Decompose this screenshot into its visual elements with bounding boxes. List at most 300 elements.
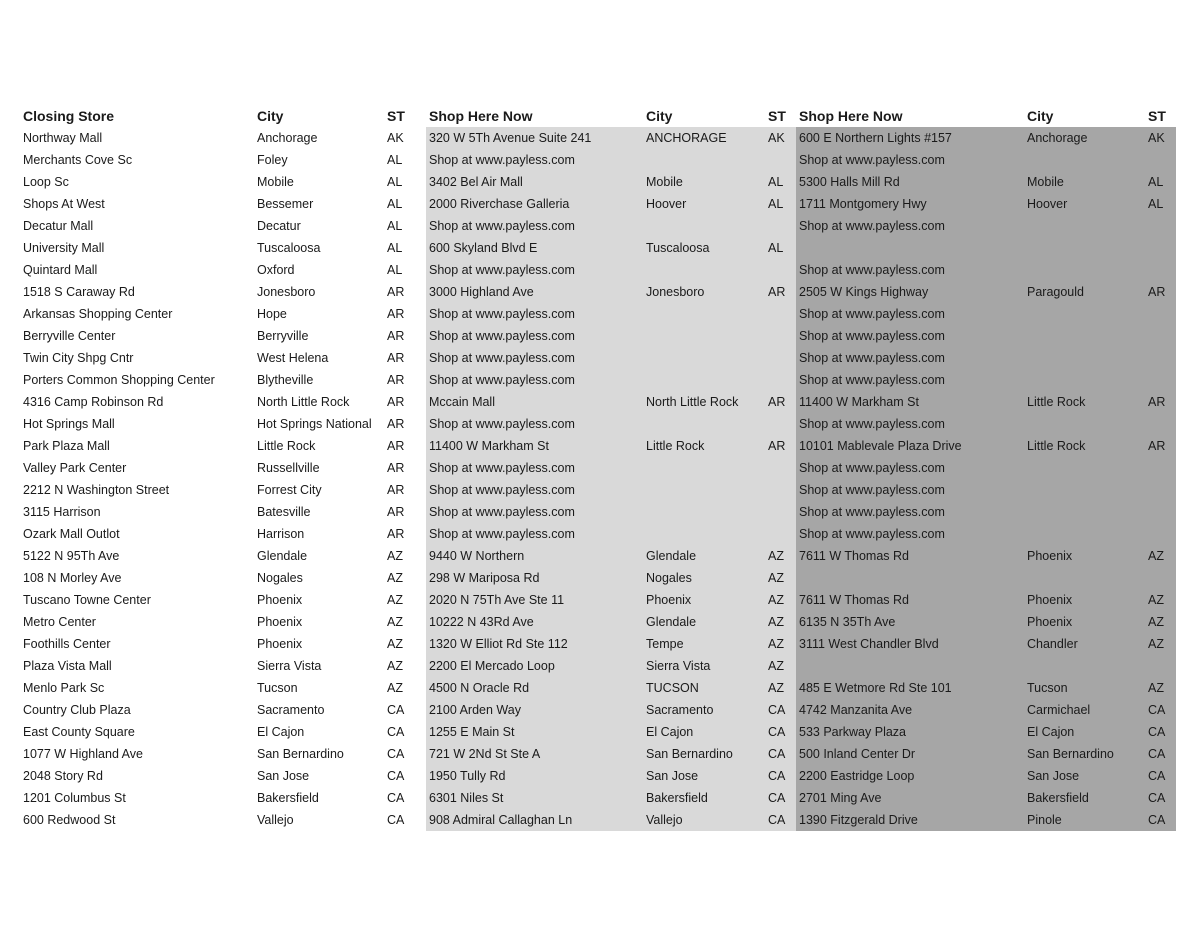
alt2-address-cell: Shop at www.payless.com [796, 413, 1024, 435]
alt1-city-cell [643, 369, 765, 391]
alt2-state-cell: CA [1145, 787, 1176, 809]
alt2-state-cell: CA [1145, 743, 1176, 765]
alt2-address-cell: 6135 N 35Th Ave [796, 611, 1024, 633]
alt2-address-cell [796, 237, 1024, 259]
table-row [20, 611, 1176, 633]
alt2-state-cell [1145, 149, 1176, 171]
alt1-address-cell: 4500 N Oracle Rd [426, 677, 643, 699]
closing-state-cell: CA [387, 725, 405, 739]
closing-store-cell: Twin City Shpg Cntr [23, 351, 134, 365]
alt2-address-cell: Shop at www.payless.com [796, 215, 1024, 237]
alt2-city-cell [1024, 237, 1145, 259]
alt2-address-cell: 1390 Fitzgerald Drive [796, 809, 1024, 831]
alt2-state-cell: AL [1145, 193, 1176, 215]
table-row [20, 171, 1176, 193]
closing-store-cell: Hot Springs Mall [23, 417, 115, 431]
alt2-address-cell: 1711 Montgomery Hwy [796, 193, 1024, 215]
alt1-state-cell [765, 215, 796, 237]
alt2-city-cell: Anchorage [1024, 127, 1145, 149]
closing-store-cell: Northway Mall [23, 131, 103, 145]
closing-store-cell: 2212 N Washington Street [23, 483, 170, 497]
alt2-state-cell: CA [1145, 765, 1176, 787]
closing-store-cell: Quintard Mall [23, 263, 98, 277]
closing-state-cell: AZ [387, 615, 403, 629]
alt1-city-cell: Glendale [643, 545, 765, 567]
alt1-city-cell [643, 501, 765, 523]
alt2-address-cell: 2505 W Kings Highway [796, 281, 1024, 303]
closing-state-cell: AL [387, 263, 403, 277]
alt2-city-cell: Tucson [1024, 677, 1145, 699]
closing-state-cell: CA [387, 813, 405, 827]
alt1-state-cell [765, 149, 796, 171]
closing-state-cell: CA [387, 769, 405, 783]
closing-state-cell: AR [387, 461, 405, 475]
alt1-city-cell: Jonesboro [643, 281, 765, 303]
alt2-state-cell [1145, 303, 1176, 325]
alt2-address-cell: 500 Inland Center Dr [796, 743, 1024, 765]
alt1-state-cell: AZ [765, 611, 796, 633]
closing-store-cell: Merchants Cove Sc [23, 153, 133, 167]
closing-state-cell: AL [387, 175, 403, 189]
alt2-state-cell [1145, 567, 1176, 589]
alt1-city-cell [643, 413, 765, 435]
closing-store-cell: Ozark Mall Outlot [23, 527, 120, 541]
closing-state-cell: CA [387, 747, 405, 761]
closing-city-cell: Phoenix [257, 615, 303, 629]
closing-state-cell: AL [387, 153, 403, 167]
alt1-state-cell [765, 501, 796, 523]
alt2-state-cell [1145, 479, 1176, 501]
alt1-city-cell [643, 457, 765, 479]
alt1-state-cell: AZ [765, 589, 796, 611]
table-row [20, 435, 1176, 457]
alt2-address-cell: 3111 West Chandler Blvd [796, 633, 1024, 655]
alt1-address-cell: Mccain Mall [426, 391, 643, 413]
table-row [20, 479, 1176, 501]
alt2-city-cell: San Jose [1024, 765, 1145, 787]
alt1-city-cell: Sacramento [643, 699, 765, 721]
alt2-state-cell [1145, 325, 1176, 347]
alt1-address-cell: Shop at www.payless.com [426, 501, 643, 523]
alt1-address-cell: 11400 W Markham St [426, 435, 643, 457]
closing-store-cell: 2048 Story Rd [23, 769, 103, 783]
alt2-state-cell: AZ [1145, 589, 1176, 611]
alt2-state-cell [1145, 259, 1176, 281]
alt1-state-cell: AR [765, 435, 796, 457]
alt2-state-cell: AR [1145, 391, 1176, 413]
alt2-state-cell [1145, 237, 1176, 259]
alt2-city-cell: Little Rock [1024, 435, 1145, 457]
alt2-state-cell: CA [1145, 809, 1176, 831]
alt1-state-cell: AL [765, 171, 796, 193]
table-row [20, 369, 1176, 391]
closing-city-cell: North Little Rock [257, 395, 350, 409]
alt2-city-cell: Carmichael [1024, 699, 1145, 721]
alt1-address-cell: 2000 Riverchase Galleria [426, 193, 643, 215]
table-row [20, 413, 1176, 435]
alt1-address-cell: Shop at www.payless.com [426, 259, 643, 281]
alt2-city-cell [1024, 479, 1145, 501]
alt1-city-cell: TUCSON [643, 677, 765, 699]
alt1-city-cell: Phoenix [643, 589, 765, 611]
alt1-state-cell: CA [765, 699, 796, 721]
alt2-address-cell: 2701 Ming Ave [796, 787, 1024, 809]
alt2-city-cell: Hoover [1024, 193, 1145, 215]
alt2-city-cell: Phoenix [1024, 589, 1145, 611]
alt2-state-cell: AZ [1145, 677, 1176, 699]
header-city: City [257, 107, 284, 124]
closing-state-cell: AZ [387, 571, 403, 585]
closing-city-cell: Mobile [257, 175, 294, 189]
alt1-address-cell: 1255 E Main St [426, 721, 643, 743]
alt1-address-cell: Shop at www.payless.com [426, 413, 643, 435]
alt2-city-cell [1024, 149, 1145, 171]
closing-store-cell: Shops At West [23, 197, 105, 211]
alt2-city-cell: Mobile [1024, 171, 1145, 193]
alt1-city-cell: Sierra Vista [643, 655, 765, 677]
table-row [20, 281, 1176, 303]
closing-state-cell: AR [387, 373, 405, 387]
alt1-state-cell [765, 479, 796, 501]
alt2-city-cell: Bakersfield [1024, 787, 1145, 809]
alt1-state-cell: AZ [765, 567, 796, 589]
closing-city-cell: Tucson [257, 681, 298, 695]
closing-state-cell: AK [387, 131, 404, 145]
table-row [20, 391, 1176, 413]
alt2-address-cell: 5300 Halls Mill Rd [796, 171, 1024, 193]
alt2-address-cell: Shop at www.payless.com [796, 369, 1024, 391]
table-row [20, 215, 1176, 237]
alt2-address-cell [796, 567, 1024, 589]
alt2-state-cell: AZ [1145, 633, 1176, 655]
table-row [20, 633, 1176, 655]
alt1-city-cell: El Cajon [643, 721, 765, 743]
closing-city-cell: Vallejo [257, 813, 294, 827]
closing-state-cell: AR [387, 483, 405, 497]
closing-store-cell: Valley Park Center [23, 461, 127, 475]
closing-state-cell: AR [387, 285, 405, 299]
table-row [20, 809, 1176, 831]
alt1-state-cell: AR [765, 391, 796, 413]
alt1-city-cell: Hoover [643, 193, 765, 215]
header-closing-store: Closing Store [23, 107, 115, 124]
alt2-address-cell: Shop at www.payless.com [796, 501, 1024, 523]
alt2-state-cell [1145, 215, 1176, 237]
alt1-city-cell [643, 479, 765, 501]
table-row [20, 787, 1176, 809]
alt1-address-cell: Shop at www.payless.com [426, 369, 643, 391]
alt2-address-cell: 7611 W Thomas Rd [796, 589, 1024, 611]
table-row [20, 127, 1176, 149]
alt1-address-cell: 298 W Mariposa Rd [426, 567, 643, 589]
alt1-city-cell [643, 523, 765, 545]
alt1-city-cell: Bakersfield [643, 787, 765, 809]
closing-state-cell: AZ [387, 593, 403, 607]
closing-store-cell: Decatur Mall [23, 219, 94, 233]
closing-city-cell: Decatur [257, 219, 301, 233]
alt1-address-cell: 10222 N 43Rd Ave [426, 611, 643, 633]
closing-state-cell: AZ [387, 659, 403, 673]
closing-store-cell: 1201 Columbus St [23, 791, 126, 805]
alt1-city-cell: ANCHORAGE [643, 127, 765, 149]
alt2-city-cell: Pinole [1024, 809, 1145, 831]
alt2-city-cell [1024, 457, 1145, 479]
closing-store-cell: Porters Common Shopping Center [23, 373, 215, 387]
alt2-state-cell [1145, 347, 1176, 369]
header-city-3: City [1027, 107, 1054, 124]
closing-store-cell: Loop Sc [23, 175, 69, 189]
closing-store-cell: Park Plaza Mall [23, 439, 110, 453]
alt2-city-cell: Phoenix [1024, 545, 1145, 567]
alt1-address-cell: Shop at www.payless.com [426, 457, 643, 479]
alt2-city-cell [1024, 347, 1145, 369]
alt2-address-cell: Shop at www.payless.com [796, 347, 1024, 369]
alt1-city-cell [643, 347, 765, 369]
alt1-address-cell: Shop at www.payless.com [426, 149, 643, 171]
closing-state-cell: CA [387, 703, 405, 717]
header-city-2: City [646, 107, 673, 124]
closing-city-cell: San Jose [257, 769, 310, 783]
closing-store-cell: Country Club Plaza [23, 703, 131, 717]
alt2-state-cell [1145, 501, 1176, 523]
closing-state-cell: AZ [387, 549, 403, 563]
alt1-address-cell: Shop at www.payless.com [426, 325, 643, 347]
alt1-address-cell: 2200 El Mercado Loop [426, 655, 643, 677]
alt2-address-cell: 533 Parkway Plaza [796, 721, 1024, 743]
alt2-city-cell: Phoenix [1024, 611, 1145, 633]
header-state: ST [387, 107, 405, 124]
alt2-city-cell: Chandler [1024, 633, 1145, 655]
closing-city-cell: Bakersfield [257, 791, 319, 805]
alt2-address-cell: Shop at www.payless.com [796, 325, 1024, 347]
alt1-address-cell: Shop at www.payless.com [426, 303, 643, 325]
closing-city-cell: Harrison [257, 527, 305, 541]
alt1-state-cell: AR [765, 281, 796, 303]
alt2-state-cell: AR [1145, 435, 1176, 457]
alt2-city-cell [1024, 259, 1145, 281]
closing-store-cell: Foothills Center [23, 637, 111, 651]
closing-state-cell: AR [387, 417, 405, 431]
closing-state-cell: AR [387, 395, 405, 409]
alt1-city-cell [643, 325, 765, 347]
alt1-state-cell [765, 259, 796, 281]
alt1-address-cell: 6301 Niles St [426, 787, 643, 809]
table-row [20, 325, 1176, 347]
alt1-state-cell [765, 347, 796, 369]
closing-store-cell: Tuscano Towne Center [23, 593, 151, 607]
header-state-3: ST [1148, 107, 1166, 124]
table-row [20, 259, 1176, 281]
closing-state-cell: AR [387, 527, 405, 541]
alt1-city-cell: Little Rock [643, 435, 765, 457]
table-row [20, 765, 1176, 787]
closing-state-cell: AR [387, 329, 405, 343]
alt1-address-cell: 3000 Highland Ave [426, 281, 643, 303]
table-row [20, 677, 1176, 699]
alt1-address-cell: 1950 Tully Rd [426, 765, 643, 787]
closing-store-cell: East County Square [23, 725, 135, 739]
alt2-address-cell: 10101 Mablevale Plaza Drive [796, 435, 1024, 457]
alt1-state-cell [765, 303, 796, 325]
table-row [20, 743, 1176, 765]
closing-store-cell: 5122 N 95Th Ave [23, 549, 120, 563]
alt1-state-cell: CA [765, 721, 796, 743]
alt1-address-cell: 9440 W Northern [426, 545, 643, 567]
alt1-city-cell: San Bernardino [643, 743, 765, 765]
alt1-address-cell: 908 Admiral Callaghan Ln [426, 809, 643, 831]
table-row [20, 699, 1176, 721]
table-row [20, 347, 1176, 369]
table-row [20, 589, 1176, 611]
alt1-state-cell: CA [765, 765, 796, 787]
alt2-city-cell: Little Rock [1024, 391, 1145, 413]
alt2-address-cell: Shop at www.payless.com [796, 259, 1024, 281]
alt1-state-cell: AZ [765, 655, 796, 677]
closing-city-cell: Phoenix [257, 593, 303, 607]
alt1-address-cell: 2020 N 75Th Ave Ste 11 [426, 589, 643, 611]
alt2-address-cell: 11400 W Markham St [796, 391, 1024, 413]
alt2-address-cell: Shop at www.payless.com [796, 523, 1024, 545]
closing-city-cell: Berryville [257, 329, 309, 343]
closing-city-cell: Sacramento [257, 703, 325, 717]
alt1-state-cell [765, 523, 796, 545]
alt2-address-cell: 485 E Wetmore Rd Ste 101 [796, 677, 1024, 699]
closing-state-cell: AZ [387, 681, 403, 695]
table-row [20, 303, 1176, 325]
closing-city-cell: Bessemer [257, 197, 314, 211]
table-row [20, 721, 1176, 743]
header-shop-here-now-2: Shop Here Now [799, 107, 903, 124]
header-shop-here-now-1: Shop Here Now [429, 107, 533, 124]
alt2-address-cell: Shop at www.payless.com [796, 457, 1024, 479]
alt2-address-cell: 600 E Northern Lights #157 [796, 127, 1024, 149]
alt2-city-cell [1024, 655, 1145, 677]
closing-city-cell: Little Rock [257, 439, 316, 453]
alt1-city-cell: Glendale [643, 611, 765, 633]
table-row [20, 523, 1176, 545]
alt2-state-cell: AZ [1145, 545, 1176, 567]
closing-city-cell: Hot Springs National [257, 417, 372, 431]
alt2-address-cell: Shop at www.payless.com [796, 149, 1024, 171]
alt2-state-cell [1145, 655, 1176, 677]
closing-store-cell: Arkansas Shopping Center [23, 307, 173, 321]
alt1-address-cell: Shop at www.payless.com [426, 215, 643, 237]
table-row [20, 237, 1176, 259]
alt1-state-cell [765, 413, 796, 435]
closing-store-cell: 4316 Camp Robinson Rd [23, 395, 164, 409]
alt1-state-cell: AZ [765, 633, 796, 655]
closing-store-cell: 1077 W Highland Ave [23, 747, 143, 761]
alt2-city-cell: San Bernardino [1024, 743, 1145, 765]
closing-state-cell: AL [387, 219, 403, 233]
alt2-city-cell [1024, 413, 1145, 435]
closing-city-cell: El Cajon [257, 725, 305, 739]
alt2-city-cell [1024, 215, 1145, 237]
alt1-state-cell: CA [765, 743, 796, 765]
alt1-city-cell: Tempe [643, 633, 765, 655]
alt1-state-cell: AL [765, 237, 796, 259]
alt1-city-cell [643, 259, 765, 281]
alt1-city-cell: San Jose [643, 765, 765, 787]
table-row [20, 149, 1176, 171]
alt1-address-cell: Shop at www.payless.com [426, 479, 643, 501]
alt1-city-cell [643, 215, 765, 237]
closing-state-cell: AL [387, 197, 403, 211]
closing-city-cell: Nogales [257, 571, 303, 585]
alt2-address-cell: 7611 W Thomas Rd [796, 545, 1024, 567]
alt1-state-cell: AZ [765, 677, 796, 699]
alt2-state-cell: AK [1145, 127, 1176, 149]
table-row [20, 457, 1176, 479]
table-row [20, 193, 1176, 215]
closing-city-cell: West Helena [257, 351, 329, 365]
closing-city-cell: Oxford [257, 263, 295, 277]
closing-state-cell: CA [387, 791, 405, 805]
alt1-city-cell: Mobile [643, 171, 765, 193]
alt2-address-cell [796, 655, 1024, 677]
alt2-state-cell: AZ [1145, 611, 1176, 633]
closing-city-cell: Hope [257, 307, 287, 321]
closing-city-cell: Russellville [257, 461, 320, 475]
closing-state-cell: AR [387, 439, 405, 453]
alt2-state-cell [1145, 523, 1176, 545]
alt2-city-cell: El Cajon [1024, 721, 1145, 743]
alt2-city-cell [1024, 325, 1145, 347]
alt2-city-cell: Paragould [1024, 281, 1145, 303]
alt2-state-cell [1145, 413, 1176, 435]
alt2-address-cell: 4742 Manzanita Ave [796, 699, 1024, 721]
closing-store-cell: Menlo Park Sc [23, 681, 105, 695]
alt1-address-cell: 600 Skyland Blvd E [426, 237, 643, 259]
header-row [20, 104, 1176, 127]
store-closings-table [20, 104, 1176, 831]
table-row [20, 545, 1176, 567]
closing-city-cell: Phoenix [257, 637, 303, 651]
closing-store-cell: Plaza Vista Mall [23, 659, 112, 673]
closing-city-cell: Forrest City [257, 483, 322, 497]
alt1-city-cell: Vallejo [643, 809, 765, 831]
alt2-city-cell [1024, 303, 1145, 325]
closing-city-cell: Blytheville [257, 373, 314, 387]
closing-state-cell: AZ [387, 637, 403, 651]
alt2-state-cell [1145, 369, 1176, 391]
closing-store-cell: 3115 Harrison [23, 505, 101, 519]
closing-store-cell: Berryville Center [23, 329, 116, 343]
closing-city-cell: Anchorage [257, 131, 318, 145]
alt1-state-cell [765, 369, 796, 391]
table-row [20, 567, 1176, 589]
alt1-city-cell: Nogales [643, 567, 765, 589]
closing-store-cell: 108 N Morley Ave [23, 571, 122, 585]
alt1-city-cell [643, 303, 765, 325]
closing-store-cell: 1518 S Caraway Rd [23, 285, 135, 299]
alt2-address-cell: Shop at www.payless.com [796, 479, 1024, 501]
alt1-address-cell: 1320 W Elliot Rd Ste 112 [426, 633, 643, 655]
alt1-state-cell: AK [765, 127, 796, 149]
closing-city-cell: Sierra Vista [257, 659, 322, 673]
closing-state-cell: AR [387, 307, 405, 321]
closing-city-cell: San Bernardino [257, 747, 344, 761]
closing-store-cell: Metro Center [23, 615, 96, 629]
alt1-state-cell: CA [765, 787, 796, 809]
closing-state-cell: AR [387, 505, 405, 519]
alt1-state-cell [765, 325, 796, 347]
alt2-state-cell: CA [1145, 699, 1176, 721]
closing-city-cell: Batesville [257, 505, 311, 519]
alt2-city-cell [1024, 501, 1145, 523]
alt1-city-cell [643, 149, 765, 171]
alt1-address-cell: 320 W 5Th Avenue Suite 241 [426, 127, 643, 149]
